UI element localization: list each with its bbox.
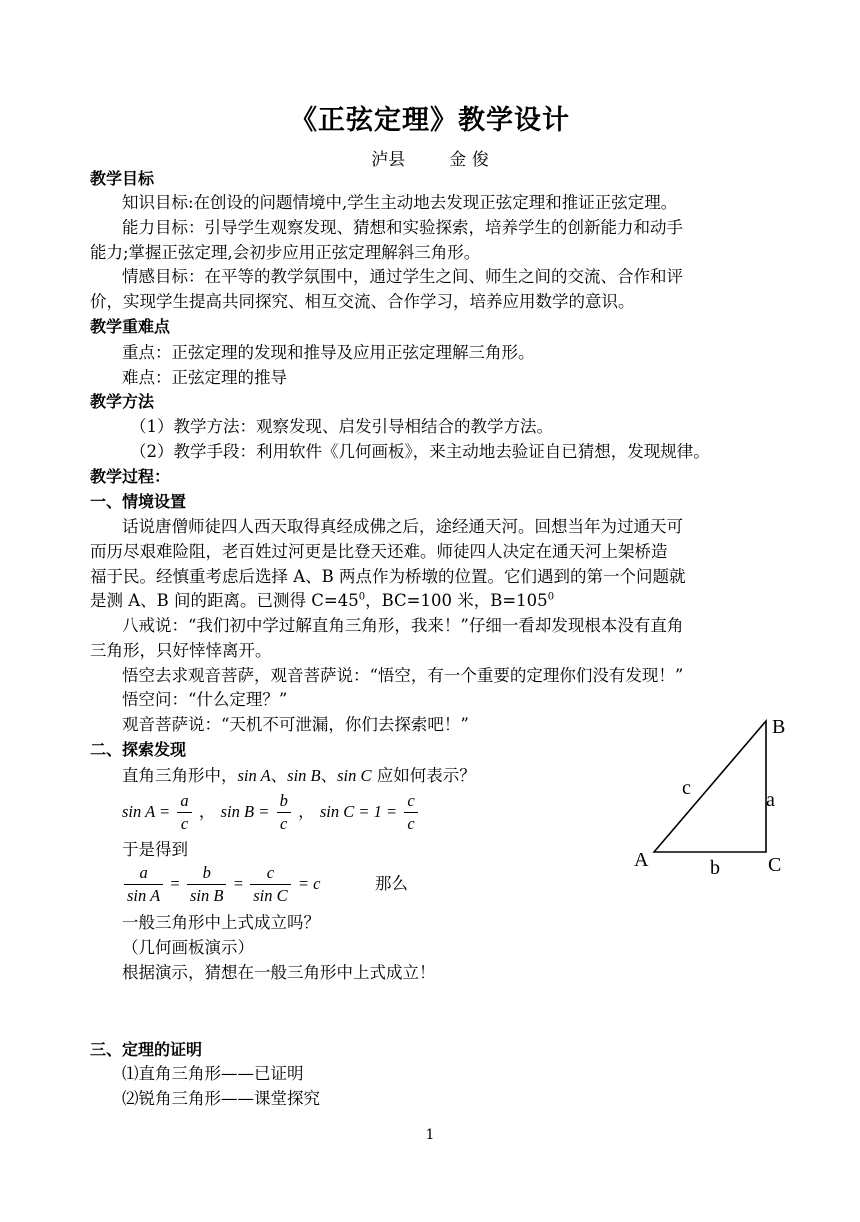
numerator: c [250, 862, 290, 885]
story-p1-line-3: 福于民。经慎重考虑后选择 A、B 两点作为桥墩的位置。它们遇到的第一个问题就 [90, 567, 686, 586]
vertex-b-label: B [772, 716, 786, 738]
section-1-heading: 一、情境设置 [90, 492, 187, 511]
sine-law-formula [122, 862, 408, 907]
goal-ability-line-1: 能力目标：引导学生观察发现、猜想和实验探索，培养学生的创新能力和动手 [122, 218, 683, 237]
formula-sin-a-label: sin A = [122, 802, 171, 821]
story-p4: 悟空问：“什么定理？” [122, 690, 288, 709]
story-p1-line-1: 话说唐僧师徒四人西天取得真经成佛之后，途经通天河。回想当年为过通天可 [122, 517, 683, 536]
sin-b: sin B [287, 766, 321, 785]
story-p1-line-4a: 是测 A、B 间的距离。已测得 C=45 [90, 591, 359, 610]
triangle-shape [654, 721, 766, 852]
numerator: c [404, 790, 417, 813]
fraction-c-over-sin-c [250, 862, 290, 907]
section-2-heading: 二、探索发现 [90, 740, 187, 759]
page-number: 1 [425, 1127, 435, 1143]
question-prefix: 直角三角形中， [122, 766, 238, 785]
story-p5: 观音菩萨说：“天机不可泄漏，你们去探索吧！” [122, 715, 469, 734]
denominator: c [280, 814, 288, 833]
denominator: c [407, 814, 415, 833]
vertex-c-label: C [768, 854, 782, 876]
vertex-a-label: A [634, 849, 649, 871]
numerator: b [187, 862, 226, 885]
process-heading: 教学过程： [90, 467, 171, 486]
equals: = [170, 874, 180, 893]
key-point: 重点：正弦定理的发现和推导及应用正弦定理解三角形。 [122, 343, 535, 362]
side-a-label: a [766, 789, 775, 811]
question-suffix: 应如何表示？ [371, 766, 476, 785]
degree-sup: 0 [358, 591, 366, 603]
sin-c: sin C [337, 766, 372, 785]
section-3-heading: 三、定理的证明 [90, 1040, 203, 1059]
separator: 、 [320, 766, 338, 785]
key-points-heading: 教学重难点 [90, 317, 171, 336]
degree-sup: 0 [547, 591, 555, 603]
goals-heading: 教学目标 [90, 169, 155, 188]
story-p1-line-4b: ，BC=100 米，B=105 [365, 591, 548, 610]
conclusion: 根据演示，猜想在一般三角形中上式成立！ [122, 963, 436, 982]
denominator: sin C [253, 886, 288, 905]
side-c-label: c [682, 777, 691, 799]
goal-emotion-line-1: 情感目标：在平等的教学氛围中，通过学生之间、师生之间的交流、合作和评 [122, 267, 683, 286]
separator: 、 [270, 766, 288, 785]
side-b-label: b [710, 857, 720, 879]
then-text: 于是得到 [122, 840, 188, 859]
fraction-b-over-sin-b [187, 862, 226, 907]
document-title: 《正弦定理》教学设计 [290, 105, 570, 136]
methods-heading: 教学方法 [90, 392, 155, 411]
story-p1-line-4 [90, 590, 554, 612]
denominator: sin A [127, 886, 161, 905]
numerator: b [277, 790, 291, 813]
author-name: 金 俊 [449, 150, 489, 170]
proof-item-1: ⑴直角三角形——已证明 [122, 1064, 304, 1083]
demo-note: （几何画板演示） [122, 938, 254, 957]
fraction-c-over-c [404, 790, 417, 835]
formula-sin-b-label: sin B = [220, 802, 270, 821]
sine-ratio-formulas [122, 790, 420, 835]
sin-a: sin A [237, 766, 271, 785]
author-line [0, 145, 860, 170]
proof-item-2: ⑵锐角三角形——课堂探究 [122, 1089, 320, 1108]
goal-ability-line-2: 能力;掌握正弦定理,会初步应用正弦定理解斜三角形。 [90, 243, 481, 262]
fraction-b-over-c [277, 790, 291, 835]
so-text: 那么 [375, 874, 408, 893]
goal-emotion-line-2: 价，实现学生提高共同探究、相互交流、合作学习，培养应用数学的意识。 [90, 292, 635, 311]
numerator: a [124, 862, 163, 885]
right-triangle-diagram [620, 705, 810, 885]
general-question: 一般三角形中上式成立吗？ [122, 913, 320, 932]
right-triangle-question [122, 765, 476, 787]
author-place: 泸县 [371, 150, 406, 170]
fraction-a-over-sin-a [124, 862, 163, 907]
equals-c: = c [297, 874, 321, 893]
denominator: sin B [189, 886, 224, 905]
comma: ， [198, 802, 216, 821]
story-p1-line-2: 而历尽艰难险阻，老百姓过河更是比登天还难。师徒四人决定在通天河上架桥造 [90, 542, 668, 561]
difficult-point: 难点：正弦定理的推导 [122, 368, 287, 387]
method-item-1: （1）教学方法：观察发现、启发引导相结合的教学方法。 [130, 417, 553, 436]
story-p2-line-2: 三角形，只好悻悻离开。 [90, 641, 272, 660]
numerator: a [177, 790, 191, 813]
fraction-a-over-c [177, 790, 191, 835]
equals: = [233, 874, 244, 893]
denominator: c [180, 814, 189, 833]
story-p3: 悟空去求观音菩萨，观音菩萨说：“悟空，有一个重要的定理你们没有发现！” [122, 666, 684, 685]
formula-sin-c-label: sin C = 1 = [319, 802, 398, 821]
goal-knowledge: 知识目标:在创设的问题情境中,学生主动地去发现正弦定理和推证正弦定理。 [122, 193, 678, 212]
comma: ， [298, 802, 315, 821]
story-p2-line-1: 八戒说：“我们初中学过解直角三角形，我来！”仔细一看却发现根本没有直角 [122, 616, 684, 635]
method-item-2: （2）教学手段：利用软件《几何画板》，来主动地去验证自已猜想，发现规律。 [130, 442, 710, 461]
